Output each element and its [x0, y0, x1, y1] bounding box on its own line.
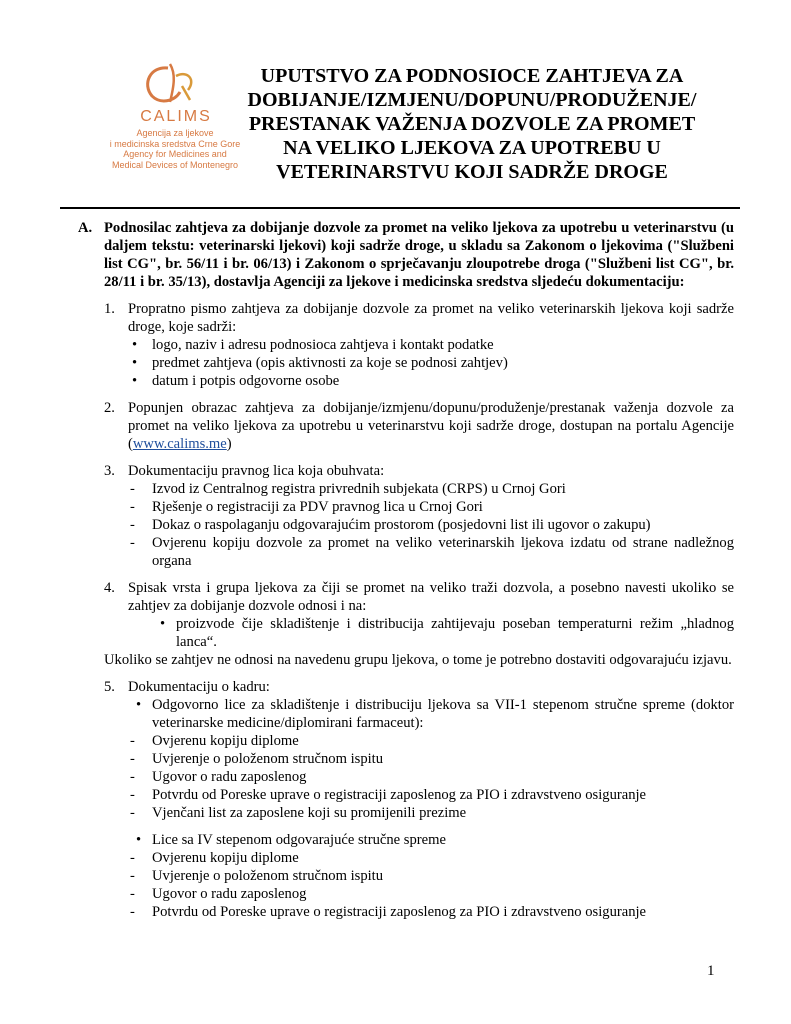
list-item: - Uvjerenje o položenom stručnom ispitu: [128, 750, 734, 768]
list-item-3: 3. Dokumentaciju pravnog lica koja obuhvata: - Izvod iz Centralnog registra privrednih subjekata (CRPS) u Crnoj Gori - Rješenje o registraciji za PDV pravnog lica u Crnoj Gori - Dokaz o raspolaganju odgovarajućim prostorom (posjedovni list ili ugovor o zakupu) - Ovjerenu kopiju dozvole za promet na veliko veterinarskih ljekova izdatu od strane nadležnog organa: [104, 462, 734, 570]
staff-group-1: • Odgovorno lice za skladištenje i distribuciju ljekova sa VII-1 stepenom stručne spreme (doktor veterinarske medicine/diplomirani farmaceut):: [128, 696, 734, 732]
list-item: - Potvrdu od Poreske uprave o registraciji zaposlenog za PIO i zdravstveno osiguranje: [128, 903, 734, 921]
logo-name: CALIMS: [140, 108, 212, 125]
document-body: [78, 219, 734, 921]
list-item: - Ovjerenu kopiju dozvole za promet na veliko veterinarskih ljekova izdatu od strane nadležnog organa: [128, 534, 734, 570]
logo-subtitle: Agencija za ljekove i medicinska sredstva Crne Gore Agency for Medicines and Medical Devices of Montenegro: [109, 128, 241, 170]
list-item: - Vjenčani list za zaposlene koji su promijenili prezime: [128, 804, 734, 822]
page-number: 1: [707, 963, 715, 979]
list-item: - Ugovor o radu zaposlenog: [128, 768, 734, 786]
list-item: - Potvrdu od Poreske uprave o registraciji zaposlenog za PIO i zdravstveno osiguranje: [128, 786, 734, 804]
calims-logo: [100, 62, 250, 192]
list-item: - Uvjerenje o položenom stručnom ispitu: [128, 867, 734, 885]
staff-group-2: • Lice sa IV stepenom odgovarajuće stručne spreme: [128, 831, 734, 849]
list-item: • datum i potpis odgovorne osobe: [104, 372, 734, 390]
list-item-2: 2. Popunjen obrazac zahtjeva za dobijanje/izmjenu/dopunu/produženje/prestanak važenja dozvole za promet na veliko ljekova za upotrebu u veterinarstvu koji sadrže droge, dostupan na portalu Agencije (www.calims.me): [104, 400, 734, 452]
section-a-text: Podnosilac zahtjeva za dobijanje dozvole za promet na veliko ljekova za upotrebu u veterinarstvu (u daljem tekstu: veterinarski ljekovi) koji sadrže droge, u skladu sa Zakonom o ljekovima ("Službeni list CG", br. 56/11 i br. 06/13) i Zakonom o sprječavanju zloupotrebe droga ("Službeni list CG", br. 28/11 i br. 35/13), dostavlja Agenciji za ljekove i medicinska sredstva sljedeću dokumentaciju:: [104, 220, 734, 290]
calims-link[interactable]: www.calims.me: [132, 436, 227, 452]
header-divider: [60, 207, 740, 209]
list-item: - Dokaz o raspolaganju odgovarajućim prostorom (posjedovni list ili ugovor o zakupu): [128, 516, 734, 534]
calims-logo-icon: [130, 62, 220, 108]
section-a: A. Podnosilac zahtjeva za dobijanje dozvole za promet na veliko ljekova za upotrebu u veterinarstvu (u daljem tekstu: veterinarski ljekovi) koji sadrže droge, u skladu sa Zakonom o ljekovima ("Službeni list CG", br. 56/11 i br. 06/13) i Zakonom o sprječavanju zloupotrebe droga ("Službeni list CG", br. 28/11 i br. 35/13), dostavlja Agenciji za ljekove i medicinska sredstva sljedeću dokumentaciju:: [78, 220, 734, 290]
list-item: • proizvode čije skladištenje i distribucija zahtijevaju poseban temperaturni režim „hladnog lanca“.: [152, 615, 734, 651]
list-item: - Ovjerenu kopiju diplome: [128, 732, 734, 750]
list-item: - Izvod iz Centralnog registra privrednih subjekata (CRPS) u Crnoj Gori: [128, 480, 734, 498]
document-title: UPUTSTVO ZA PODNOSIOCE ZAHTJEVA ZA DOBIJANJE/IZMJENU/DOPUNU/PRODUŽENJE/ PRESTANAK VAŽENJA DOZVOLE ZA PROMET NA VELIKO LJEKOVA ZA UPOTREBU U VETERINARSTVU KOJI SADRŽE DROGE: [247, 65, 697, 183]
list-item-4: 4. Spisak vrsta i grupa ljekova za čiji se promet na veliko traži dozvola, a posebno navesti ukoliko se zahtjev za dobijanje dozvole odnosi i na: • proizvode čije skladištenje i distribucija zahtijevaju poseban temperaturni režim „hladnog lanca“.: [104, 579, 734, 651]
list-item: • predmet zahtjeva (opis aktivnosti za koje se podnosi zahtjev): [104, 354, 734, 372]
list-item: - Ovjerenu kopiju diplome: [128, 849, 734, 867]
list-item-5: 5. Dokumentaciju o kadru: • Odgovorno lice za skladištenje i distribuciju ljekova sa VII-1 stepenom stručne spreme (doktor veterinarske medicine/diplomirani farmaceut): - Ovjerenu kopiju diplome - Uvjerenje o položenom stručnom ispitu - Ugovor o radu zaposlenog - Potvrdu od Poreske uprave o registraciji zaposlenog za PIO i zdravstveno osiguranje - Vjenčani list za zaposlene koji su promijenili prezime • Lice sa IV stepenom odgovarajuće stručne spreme - Ovjerenu kopiju diplome - Uvjerenje o položenom stručnom ispitu - Ugovor o radu zaposlenog - Potvrdu od Poreske uprave o registraciji zaposlenog za PIO i zdravstveno osiguranje: [104, 678, 734, 921]
item-4-note: Ukoliko se zahtjev ne odnosi na navedenu grupu ljekova, o tome je potrebno dostaviti odgovarajuću izjavu.: [104, 652, 732, 668]
list-item-1: 1. Propratno pismo zahtjeva za dobijanje dozvole za promet na veliko veterinarskih ljekova koji sadrže droge, koje sadrži:: [104, 301, 734, 335]
list-item: • logo, naziv i adresu podnosioca zahtjeva i kontakt podatke: [104, 336, 734, 354]
list-item: - Rješenje o registraciji za PDV pravnog lica u Crnoj Gori: [128, 498, 734, 516]
list-item: - Ugovor o radu zaposlenog: [128, 885, 734, 903]
